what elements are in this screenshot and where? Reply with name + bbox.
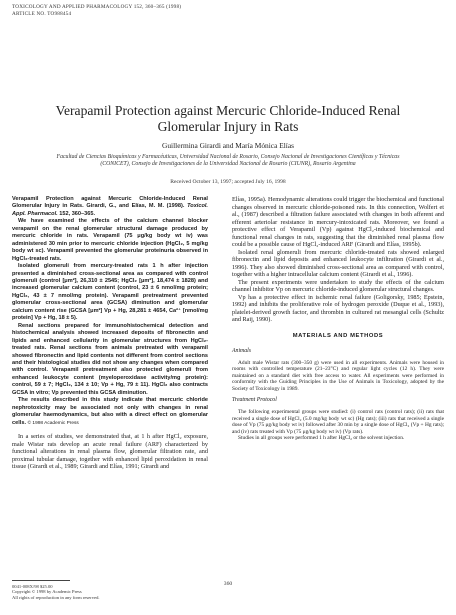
section-heading: MATERIALS AND METHODS [292,332,384,339]
title-line-1: Verapamil Protection against Mercuric Chloride-Induced Renal [55,103,401,118]
paper-title [0,103,456,135]
body-paragraph: The following experimental groups were studied: (i) control rats (control rats); (ii) rats that received a single dose of HgCl₂ (5.0 mg/kg body wt sc) (Hg rats); (iii) rats that received a single dose of Vp (75 μg/kg body wt iv) followed after 30 min by a single dose of HgCl₂ (Vp + Hg rats); and (iv) rats treated with Vp (75 μg/kg body wt iv) (Vp rats). [232,408,444,435]
received-dates: Received October 13, 1997; accepted July 16, 1998 [170,179,286,185]
affiliation-line-1: Facultad de Ciencias Bioquímicas y Farmacéuticas, Universidad Nacional de Rosario, Consejo Nacional de Investigaciones Científicas y Técnicas [56,154,400,160]
page-number: 360 [223,581,233,587]
subsection-heading: Treatment Protocol [232,397,277,404]
body-paragraph: Studies in all groups were performed 1 h after HgCl₂ or the solvent injection. [238,435,405,442]
abstract-copyright: © 1998 Academic Press [27,420,79,426]
abstract-paragraph: Renal sections prepared for immunohistochemical detection and histochemical analysis showed increased deposits of fibronectin and lipids and enhanced cellularity in glomerular structures from HgCl₂-treated rats. Renal sections from animals pretreated with verapamil showed fibronectin and lipid contents not different from control sections and their histological studies did not show any changes when compared with control. Verapamil pretreatment also protected glomeruli from enhanced leukocyte content (myeloperoxidase activity/mg protein): control, 59 ± 7; HgCl₂, 134 ± 10; Vp + Hg, 79 ± 11). HgCl₂ also contracts GCSA in vitro; Vp prevented this GCSA diminution. [12,322,208,396]
abstract-paragraph: We have examined the effects of the calcium channel blocker verapamil on the renal glomerular structural damage produced by mercuric chloride in rats. Verapamil (75 μg/kg body wt iv) was administered 30 min prior to mercuric chloride injection (HgCl₂, 5 mg/kg body wt sc). Verapamil prevented the glomerular proteinuria observed in HgCl₂-treated rats. [12,218,208,262]
journal-cite-rest: 152, 360–365. [57,210,96,217]
journal-cite: Toxicol. Appl. Pharmacol. [12,203,208,217]
affiliation [30,154,426,168]
journal-header: TOXICOLOGY AND APPLIED PHARMACOLOGY 152, 360–365 (1998) [12,4,182,10]
body-paragraph: Adult male Wistar rats (300–350 g) were used in all experiments. Animals were housed in rooms with controlled temperature (21–23°C) and regular light cycles (12 h). They were maintained on a standard diet with free access to water. All experiments were performed in conformity with the Guiding Principles in the Use of Animals in Toxicology, adopted by the Society of Toxicology in 1989. [232,359,444,392]
subsection-heading: Animals [232,348,252,354]
article-number: ARTICLE NO. TO988454 [12,11,72,17]
affiliation-line-2: (CONICET), Consejo de Investigaciones de la Universidad Nacional de Rosario (CIUNR), Rosario Argentina [100,161,356,168]
abstract [12,196,208,427]
introduction [12,433,208,471]
copyright-line: Copyright © 1998 by Academic Press [12,589,82,595]
issn: 0041-008X/98 $25.00 [12,584,53,589]
authors: Guillermina Girardi and María Mónica Elías [162,141,294,150]
abstract-conclusion: The results described in this study indicate that mercuric chloride nephrotoxicity may be associated not only with changes in renal glomerular haemodynamics, but also with a direct effect on glomerular cells. [12,397,208,426]
body-paragraph: Vp has a protective effect in ischemic renal failure (Goligorsky, 1985; Epstein, 1992) and inhibits the proliferative role of hydrogen peroxide (Duque et al., 1993), platelet-derived growth factor, and thrombin in cultured rat mesangial cells (Schultz and Raij, 1990). [232,293,444,323]
left-column [12,196,208,471]
body-paragraph: The present experiments were undertaken to study the effects of the calcium channel inhibitor Vp on mercuric chloride-induced glomerular structural changes. [232,278,444,293]
abstract-citation [12,196,208,218]
right-column [232,196,444,442]
abstract-paragraph: Isolated glomeruli from mercury-treated rats 1 h after injection presented a diminished cross-sectional area as compared with control glomeruli (control [μm²], 26,310 ± 2545; HgCl₂ [μm²], 18,474 ± 1828) and increased glomerular calcium content (control, 23 ± 6 nmol/mg protein; HgCl₂, 43 ± 7 nmol/mg protein). Verapamil pretreatment prevented glomerular cross-sectional area (GCSA) diminution and glomerular calcium content rise (GCSA [μm²] Vp + Hg, 28,281 ± 4654, Ca²⁺ [nmol/mg protein] Vp + Hg, 18 ± 5). [12,263,208,322]
title-line-2: Glomerular Injury in Rats [157,119,299,134]
intro-paragraph: In a series of studies, we demonstrated that, at 1 h after HgCl₂ exposure, male Wistar rats develop an acute renal failure (ARF) characterized by functional alterations in renal plasma flow, glomerular filtration rate, and proximal tubular damage, together with enhanced lipid peroxidation in renal tissue (Girardi et al., 1989; Girardi and Elías, 1991; Girardi and [12,433,208,471]
body-paragraph: Elías, 1995a). Hemodynamic alterations could trigger the biochemical and functional changes observed in mercuric chloride-poisoned rats. In this connection, Wolfert et al., (1987) described a filtration failure associated with changes in both afferent and efferent arteriolar resistance in mercury-intoxicated rats. Moreover, we found a protective effect of Verapamil (Vp) against HgCl₂-induced biochemical and functional renal changes in rats, suggesting that the diminished renal plasma flow could be a possible cause of HgCl₂-induced ARF (Girardi and Elías, 1995b). [232,196,444,248]
abstract-paragraph [12,397,208,427]
body-paragraph: Isolated renal glomeruli from mercuric chloride-treated rats showed enlarged fibronectin and lipid deposits and enhanced leukocyte infiltration (Girardi et al., 1996). They also showed diminished cross-sectional area as compared with control, together with a higher intracellular calcium content (Girardi et al., 1996). [232,248,444,278]
rights-line: All rights of reproduction in any form reserved. [12,594,100,600]
abstract-title: Verapamil Protection against Mercuric Chloride-Induced Renal Glomerular Injury in Rats. Girardi, G., and Elías, M. M. (1998). [12,196,208,210]
